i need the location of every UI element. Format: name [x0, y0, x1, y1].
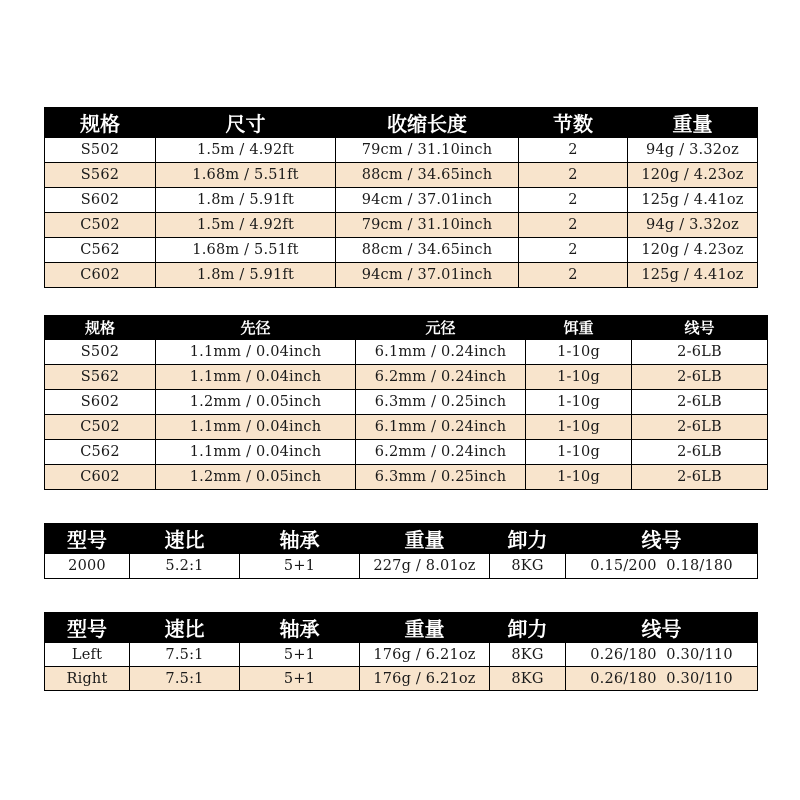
table-row [45, 390, 768, 415]
rod-spec-table [44, 107, 758, 288]
cell-size: 1.5m / 4.92ft [156, 138, 336, 163]
header-closed-length: 收缩长度 [336, 108, 519, 138]
cell-model: C502 [45, 415, 156, 440]
cell-weight: 176g / 6.21oz [360, 643, 490, 667]
header-model: 型号 [45, 613, 130, 643]
cell-size: 1.5m / 4.92ft [156, 213, 336, 238]
cell-weight: 227g / 8.01oz [360, 554, 490, 579]
cell-line-capacity: 0.15/200 0.18/180 [566, 554, 758, 579]
cell-sections: 2 [519, 188, 628, 213]
header-line-capacity: 线号 [566, 613, 758, 643]
cell-max-drag: 8KG [490, 667, 566, 691]
cell-butt-diameter: 6.2mm / 0.24inch [356, 365, 526, 390]
cell-sections: 2 [519, 263, 628, 288]
cell-size: 1.68m / 5.51ft [156, 238, 336, 263]
cell-model: S502 [45, 340, 156, 365]
table-row [45, 440, 768, 465]
cell-bearings: 5+1 [240, 643, 360, 667]
table-row [45, 138, 758, 163]
header-max-drag: 卸力 [490, 524, 566, 554]
header-gear-ratio: 速比 [130, 613, 240, 643]
cell-tip-diameter: 1.2mm / 0.05inch [156, 390, 356, 415]
table-row [45, 263, 758, 288]
cell-closed-length: 88cm / 34.65inch [336, 238, 519, 263]
cell-tip-diameter: 1.1mm / 0.04inch [156, 340, 356, 365]
cell-bearings: 5+1 [240, 554, 360, 579]
cell-model: C562 [45, 238, 156, 263]
header-lure-weight: 饵重 [526, 316, 632, 340]
cell-model: S602 [45, 390, 156, 415]
cell-line-capacity: 0.26/180 0.30/110 [566, 643, 758, 667]
cell-model: C602 [45, 263, 156, 288]
cell-model: S562 [45, 365, 156, 390]
cell-model: C502 [45, 213, 156, 238]
header-max-drag: 卸力 [490, 613, 566, 643]
rod-detail-table [44, 315, 768, 490]
cell-model: 2000 [45, 554, 130, 579]
cell-sections: 2 [519, 238, 628, 263]
cell-lure-weight: 1-10g [526, 465, 632, 490]
cell-max-drag: 8KG [490, 554, 566, 579]
header-line-capacity: 线号 [566, 524, 758, 554]
cell-weight: 125g / 4.41oz [628, 188, 758, 213]
header-butt-diameter: 元径 [356, 316, 526, 340]
table-row [45, 667, 758, 691]
cell-sections: 2 [519, 138, 628, 163]
cell-model: S602 [45, 188, 156, 213]
cell-closed-length: 94cm / 37.01inch [336, 188, 519, 213]
cell-line-rating: 2-6LB [632, 390, 768, 415]
table-row [45, 163, 758, 188]
cell-gear-ratio: 7.5:1 [130, 643, 240, 667]
table-row [45, 238, 758, 263]
header-weight: 重量 [360, 613, 490, 643]
cell-line-rating: 2-6LB [632, 440, 768, 465]
cell-weight: 125g / 4.41oz [628, 263, 758, 288]
cell-lure-weight: 1-10g [526, 365, 632, 390]
table-row [45, 415, 768, 440]
header-gear-ratio: 速比 [130, 524, 240, 554]
table-row [45, 340, 768, 365]
cell-closed-length: 88cm / 34.65inch [336, 163, 519, 188]
cell-tip-diameter: 1.1mm / 0.04inch [156, 365, 356, 390]
cell-butt-diameter: 6.3mm / 0.25inch [356, 390, 526, 415]
header-tip-diameter: 先径 [156, 316, 356, 340]
cell-weight: 94g / 3.32oz [628, 138, 758, 163]
header-line-rating: 线号 [632, 316, 768, 340]
cell-closed-length: 79cm / 31.10inch [336, 138, 519, 163]
table-row [45, 554, 758, 579]
cell-tip-diameter: 1.1mm / 0.04inch [156, 415, 356, 440]
table-header-row [45, 316, 768, 340]
cell-bearings: 5+1 [240, 667, 360, 691]
cell-weight: 94g / 3.32oz [628, 213, 758, 238]
header-weight: 重量 [628, 108, 758, 138]
cell-size: 1.8m / 5.91ft [156, 263, 336, 288]
cell-line-rating: 2-6LB [632, 340, 768, 365]
cell-model: Right [45, 667, 130, 691]
table-row [45, 365, 768, 390]
cell-model: C562 [45, 440, 156, 465]
cell-line-rating: 2-6LB [632, 365, 768, 390]
cell-model: S502 [45, 138, 156, 163]
cell-model: Left [45, 643, 130, 667]
header-model: 规格 [45, 316, 156, 340]
table-header-row [45, 524, 758, 554]
table-header-row [45, 108, 758, 138]
cell-weight: 120g / 4.23oz [628, 163, 758, 188]
cell-closed-length: 94cm / 37.01inch [336, 263, 519, 288]
cell-model: S562 [45, 163, 156, 188]
table-header-row [45, 613, 758, 643]
cell-sections: 2 [519, 163, 628, 188]
header-model: 规格 [45, 108, 156, 138]
header-size: 尺寸 [156, 108, 336, 138]
header-bearings: 轴承 [240, 524, 360, 554]
cell-gear-ratio: 7.5:1 [130, 667, 240, 691]
cell-tip-diameter: 1.1mm / 0.04inch [156, 440, 356, 465]
cell-gear-ratio: 5.2:1 [130, 554, 240, 579]
cell-tip-diameter: 1.2mm / 0.05inch [156, 465, 356, 490]
cell-closed-length: 79cm / 31.10inch [336, 213, 519, 238]
cell-lure-weight: 1-10g [526, 340, 632, 365]
baitcast-reel-table [44, 612, 758, 691]
cell-lure-weight: 1-10g [526, 390, 632, 415]
header-bearings: 轴承 [240, 613, 360, 643]
spinning-reel-table [44, 523, 758, 579]
header-weight: 重量 [360, 524, 490, 554]
cell-lure-weight: 1-10g [526, 440, 632, 465]
table-row [45, 643, 758, 667]
table-row [45, 213, 758, 238]
cell-size: 1.68m / 5.51ft [156, 163, 336, 188]
table-row [45, 188, 758, 213]
cell-butt-diameter: 6.1mm / 0.24inch [356, 415, 526, 440]
header-sections: 节数 [519, 108, 628, 138]
cell-size: 1.8m / 5.91ft [156, 188, 336, 213]
cell-butt-diameter: 6.1mm / 0.24inch [356, 340, 526, 365]
cell-line-rating: 2-6LB [632, 415, 768, 440]
cell-lure-weight: 1-10g [526, 415, 632, 440]
table-row [45, 465, 768, 490]
cell-butt-diameter: 6.2mm / 0.24inch [356, 440, 526, 465]
cell-model: C602 [45, 465, 156, 490]
cell-max-drag: 8KG [490, 643, 566, 667]
cell-weight: 120g / 4.23oz [628, 238, 758, 263]
header-model: 型号 [45, 524, 130, 554]
cell-weight: 176g / 6.21oz [360, 667, 490, 691]
cell-line-rating: 2-6LB [632, 465, 768, 490]
cell-butt-diameter: 6.3mm / 0.25inch [356, 465, 526, 490]
cell-line-capacity: 0.26/180 0.30/110 [566, 667, 758, 691]
cell-sections: 2 [519, 213, 628, 238]
